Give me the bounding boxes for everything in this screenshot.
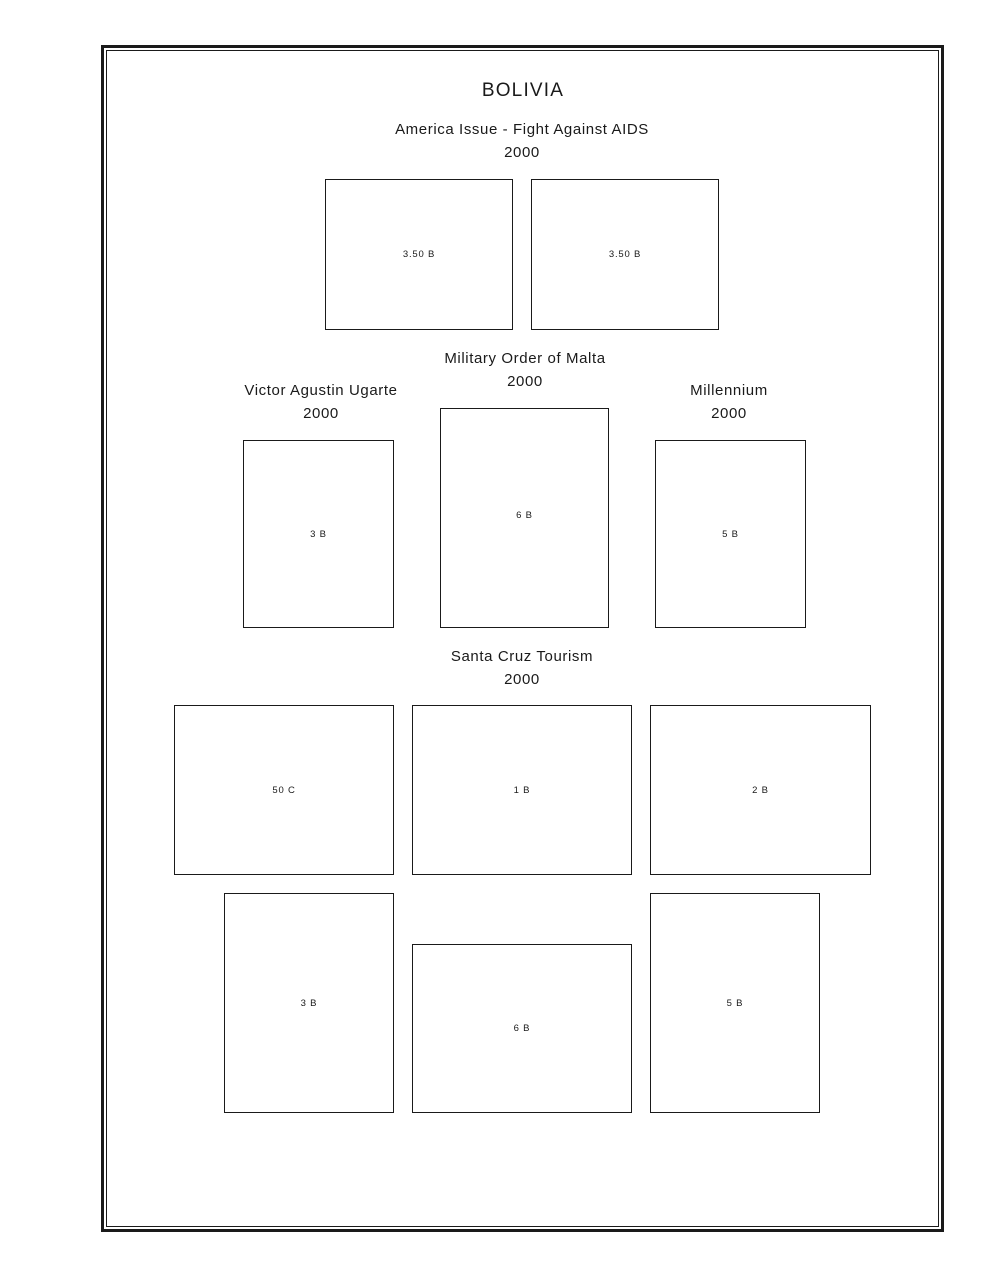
stamp-box [650,893,820,1113]
stamp-denomination: 3.50 B [608,249,642,260]
stamp-denomination: 50 C [272,784,296,796]
stamp-box [412,705,632,875]
stamp-denomination: 6 B [516,509,533,521]
stamp-box [174,705,394,875]
set-title-millennium: Millennium [690,382,768,399]
set-year-america-issue: 2000 [504,144,540,161]
stamp-denomination: 5 B [722,528,739,540]
stamp-denomination: 1 B [513,784,531,796]
country-title: BOLIVIA [481,80,565,101]
set-year-millennium: 2000 [711,405,747,422]
stamp-box [243,440,394,628]
stamp-box [412,944,632,1113]
stamp-box [531,179,719,330]
set-title-america-issue: America Issue - Fight Against AIDS [395,121,649,138]
set-title-victor-agustin-ugarte: Victor Agustin Ugarte [244,382,398,399]
stamp-denomination: 3 B [300,997,318,1009]
set-title-military-order-of-malta: Military Order of Malta [444,350,606,367]
stamp-box [650,705,871,875]
stamp-box [655,440,806,628]
set-year-victor-agustin-ugarte: 2000 [303,405,339,422]
set-year-santa-cruz-tourism: 2000 [504,671,540,688]
set-year-military-order-of-malta: 2000 [507,373,543,390]
stamp-denomination: 6 B [513,1023,531,1034]
stamp-box [325,179,513,330]
stamp-denomination: 3 B [310,528,327,540]
stamp-box [224,893,394,1113]
stamp-denomination: 2 B [752,784,769,796]
stamp-denomination: 3.50 B [402,249,436,260]
stamp-box [440,408,609,628]
set-title-santa-cruz-tourism: Santa Cruz Tourism [450,648,594,665]
stamp-denomination: 5 B [726,997,744,1009]
